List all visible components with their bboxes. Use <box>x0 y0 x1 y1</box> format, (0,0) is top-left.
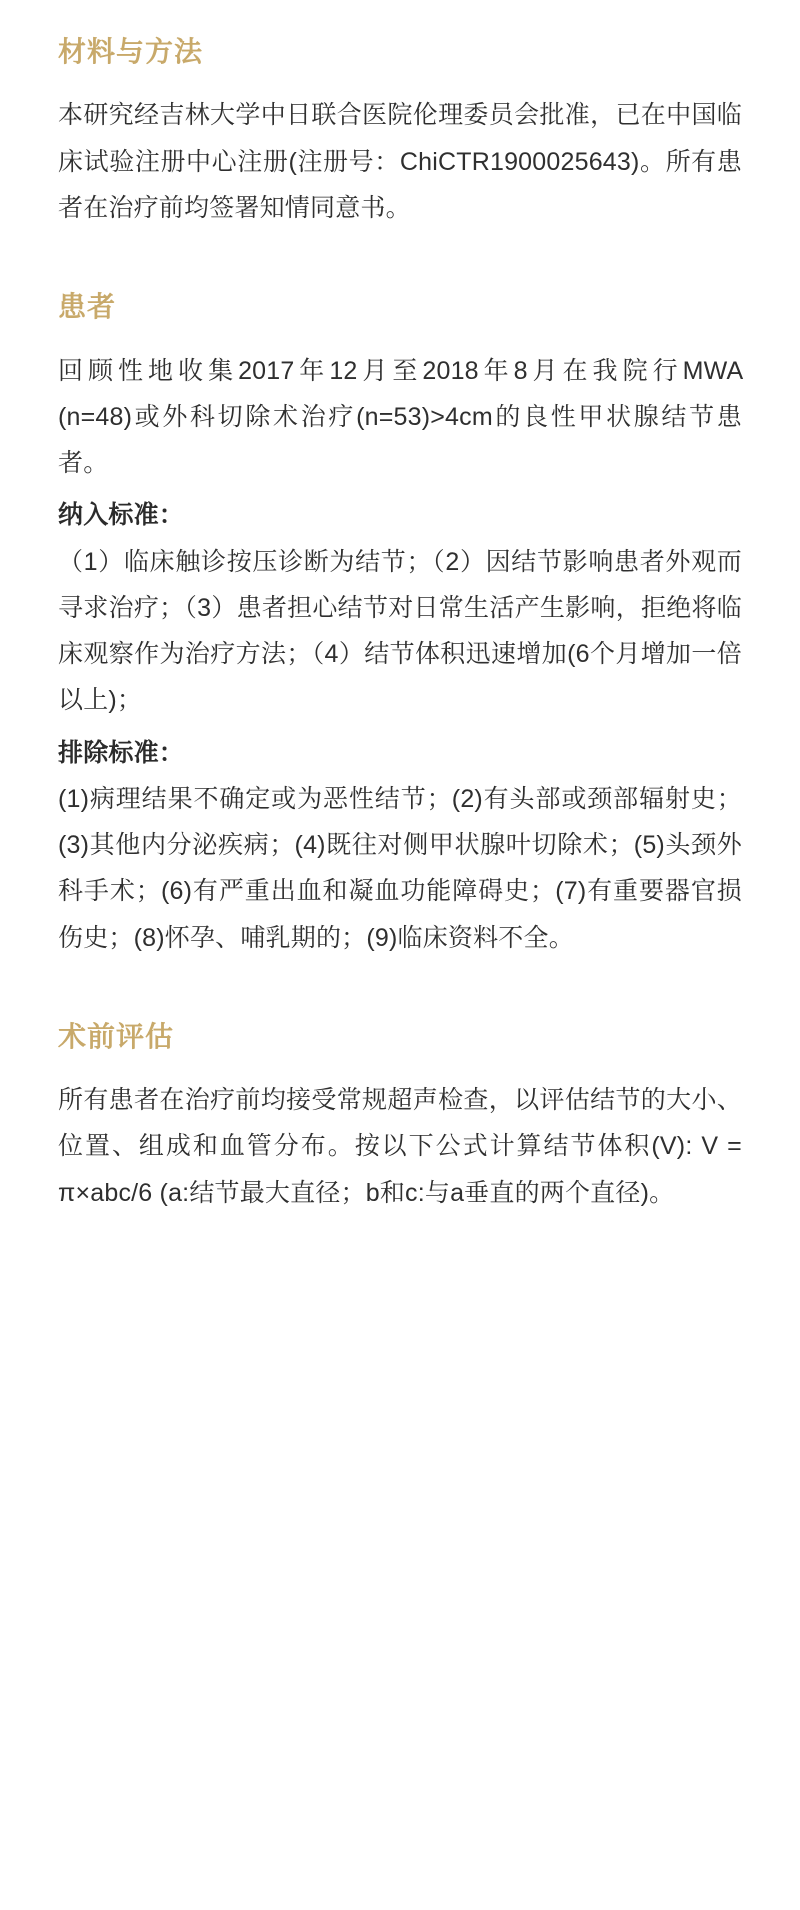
section-heading-materials-methods: 材料与方法 <box>58 36 204 67</box>
section-preoperative-evaluation <box>58 1019 742 1216</box>
section-materials-methods <box>58 34 742 231</box>
paragraph-patient-collection: 回顾性地收集2017年12月至2018年8月在我院行MWA (n=48)或外科切除术治疗(n=53)>4cm的良性甲状腺结节患者。 <box>58 356 768 478</box>
section-heading-patients: 患者 <box>58 291 117 323</box>
section-patients <box>58 289 768 961</box>
label-inclusion-criteria: 纳入标准： <box>58 501 185 530</box>
paragraph-exclusion-criteria: (1)病理结果不确定或为恶性结节；(2)有头部或颈部辐射史；(3)其他内分泌疾病；(4)既往对侧甲状腺叶切除术；(5)头颈外科手术；(6)有严重出血和凝血功能障碍史；(7)有重要器官损伤史；(8)怀孕、哺乳期的；(9)临床资料不全。 <box>58 784 742 952</box>
paragraph-ethics-approval: 本研究经吉林大学中日联合医院伦理委员会批准，已在中国临床试验注册中心注册(注册号：ChiCTR1900025643)。所有患者在治疗前均签署知情同意书。 <box>58 101 742 222</box>
section-spacer <box>58 967 742 1019</box>
section-spacer <box>58 237 742 289</box>
paragraph-preoperative-ultrasound: 所有患者在治疗前均接受常规超声检查，以评估结节的大小、位置、组成和血管分布。按以下公式计算结节体积(V): V = π×abc/6 (a:结节最大直径；b和c:与a垂直的两个直径)。 <box>58 1086 742 1207</box>
paragraph-inclusion-criteria: （1）临床触诊按压诊断为结节；（2）因结节影响患者外观而寻求治疗；（3）患者担心结节对日常生活产生影响，拒绝将临床观察作为治疗方法；（4）结节体积迅速增加(6个月增加一倍以上)； <box>58 547 742 715</box>
label-exclusion-criteria: 排除标准： <box>58 738 185 767</box>
section-heading-preoperative-evaluation: 术前评估 <box>58 1020 175 1052</box>
